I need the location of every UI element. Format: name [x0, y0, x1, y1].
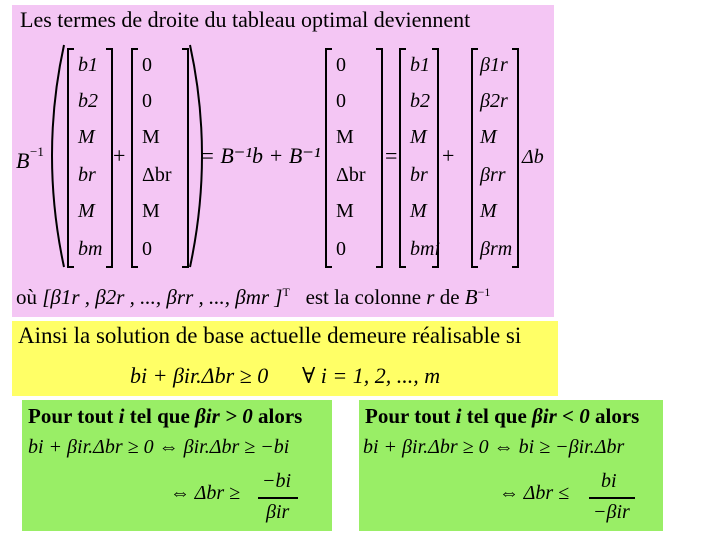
- bracket-right: [432, 49, 438, 267]
- matrix-cell: 0: [142, 54, 152, 76]
- panel-heading: Les termes de droite du tableau optimal deviennent: [20, 7, 471, 32]
- footer-vector: [β1r , β2r , ..., βrr , ..., βmr ]: [42, 285, 283, 309]
- matrix-cell: b1: [410, 54, 430, 76]
- case-title-text: alors: [258, 404, 303, 428]
- matrix-cell: M: [410, 200, 427, 222]
- bracket-right: [512, 49, 518, 267]
- case-title-text: alors: [595, 404, 640, 428]
- forall-clause: ∀ i = 1, 2, ..., m: [302, 363, 441, 388]
- matrix-cell: M: [480, 126, 497, 148]
- matrix-cell: M: [142, 126, 160, 148]
- fraction-numerator: bi: [601, 470, 617, 492]
- transpose-mark: T: [282, 285, 290, 299]
- feasibility-condition: bi + βir.Δbr ≥ 0: [130, 363, 269, 388]
- case-result: ⇔ Δbr ≥: [170, 482, 241, 504]
- footer-B: B: [464, 285, 478, 309]
- bracket-left: [400, 49, 406, 267]
- bracket-left: [472, 49, 478, 267]
- matrix-cell: βrm: [480, 238, 513, 260]
- binv-symbol: B: [16, 148, 30, 173]
- matrix-cell: 0: [142, 238, 152, 260]
- matrix-cell: M: [336, 126, 354, 148]
- case-title-text: Pour tout: [365, 404, 451, 428]
- matrix-cell: M: [78, 126, 95, 148]
- delta-br: Δb: [522, 146, 544, 168]
- matrix-cell: M: [480, 200, 497, 222]
- matrix-cell: b2: [410, 90, 430, 112]
- matrix-cell: b1: [78, 54, 98, 76]
- footer-r: r: [426, 285, 435, 309]
- case-condition: βir > 0: [195, 404, 253, 428]
- case-positive-panel: [22, 400, 332, 531]
- matrix-cell: b2: [78, 90, 98, 112]
- case-result: ⇔ Δbr ≤: [499, 482, 570, 504]
- bracket-right: [376, 49, 382, 267]
- bracket-left: [132, 49, 138, 267]
- matrix-cell: M: [142, 200, 160, 222]
- fraction-numerator: −bi: [262, 470, 292, 492]
- matrix-cell: M: [336, 200, 354, 222]
- fraction-denominator: βir: [266, 501, 290, 523]
- case-title-text: tel que: [466, 404, 527, 428]
- matrix-cell: br: [78, 164, 96, 186]
- binv-exponent: −1: [30, 144, 44, 159]
- bracket-left: [326, 49, 332, 267]
- footer-de: de: [439, 285, 460, 309]
- case-title-i: i: [455, 404, 462, 428]
- matrix-equation: [12, 35, 554, 295]
- matrix-cell: 0: [142, 90, 152, 112]
- matrix-cell: βrr: [480, 164, 506, 186]
- fraction-bar: [589, 497, 635, 499]
- case-title-text: Pour tout: [28, 404, 114, 428]
- case-title-text: tel que: [129, 404, 190, 428]
- case-title: [365, 404, 639, 429]
- matrix-cell: Δbr: [336, 164, 366, 186]
- outer-paren-left: [52, 45, 64, 267]
- fraction-bar: [258, 497, 298, 499]
- plus-sign: +: [113, 143, 126, 168]
- matrix-cell: bm: [78, 238, 103, 260]
- matrix-panel: [12, 5, 554, 317]
- matrix-cell: br: [410, 164, 428, 186]
- footer-exponent: −1: [477, 285, 491, 299]
- matrix-cell: 0: [336, 90, 346, 112]
- case-condition: βir < 0: [532, 404, 590, 428]
- matrix-cell: 0: [336, 54, 346, 76]
- case-inequality: bi + βir.Δbr ≥ 0 ⇔ βir.Δbr ≥ −bi: [28, 436, 290, 458]
- matrix-cell: β1r: [480, 54, 508, 76]
- equals-sign: =: [385, 143, 398, 168]
- matrix-cell: Δbr: [142, 164, 172, 186]
- footer-prefix: où: [16, 285, 37, 309]
- plus-sign: +: [442, 143, 455, 168]
- matrix-cell: β2r: [480, 90, 508, 112]
- feasibility-panel: [12, 321, 558, 396]
- fraction-denominator: −βir: [593, 501, 630, 523]
- matrix-cell: M: [410, 126, 427, 148]
- bracket-left: [68, 49, 74, 267]
- case-negative-panel: [359, 400, 663, 531]
- footer-suffix: est la colonne: [305, 285, 422, 309]
- feasibility-statement: Ainsi la solution de base actuelle demeure réalisable si: [18, 323, 522, 348]
- matrix-cell: 0: [336, 238, 346, 260]
- case-title: [28, 404, 302, 429]
- matrix-cell: M: [78, 200, 95, 222]
- bracket-right: [106, 49, 112, 267]
- mid-expression: = B⁻¹b + B⁻¹: [200, 143, 321, 168]
- case-title-i: i: [118, 404, 125, 428]
- case-inequality: bi + βir.Δbr ≥ 0 ⇔ bi ≥ −βir.Δbr: [363, 436, 625, 458]
- matrix-cell: bmi: [410, 238, 440, 260]
- bracket-right: [182, 49, 188, 267]
- panel-footer: [16, 285, 490, 310]
